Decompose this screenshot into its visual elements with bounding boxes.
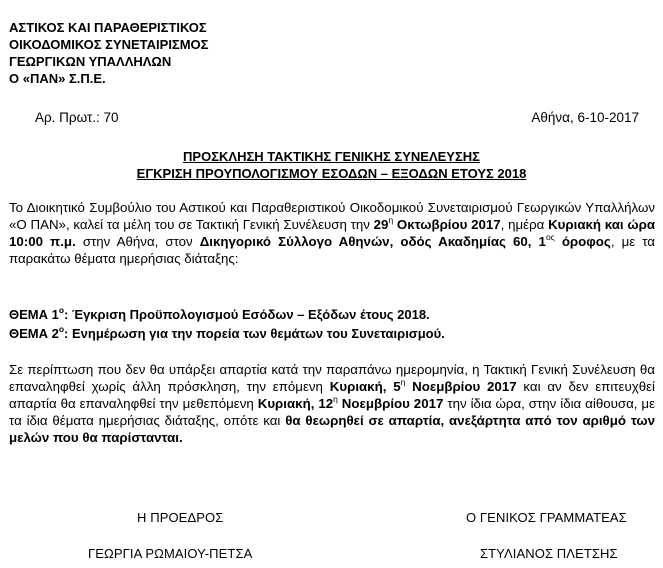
superscript: η (400, 376, 406, 387)
bold-text: θα θεωρηθεί σε απαρτία, ανεξάρτητα από τον αριθμό των μελών που θα παρίστανται. (9, 413, 656, 445)
agenda-item (9, 305, 445, 324)
org-line: Ο «ΠΑΝ» Σ.Π.Ε. (9, 71, 106, 86)
text: και αν δεν επιτευχθεί απαρτία θα επαναληφθεί την μεθεπόμενη (9, 379, 656, 411)
protocol-number: Αρ. Πρωτ.: 70 (35, 110, 119, 125)
president-title: Η ΠΡΟΕΔΡΟΣ (137, 510, 224, 525)
text: Σε περίπτωση που δεν θα υπάρξει απαρτία κατά την παραπάνω ημερομηνία, η Τακτική Γενική Συνέλευση θα επαναληφθεί χωρίς άλλη πρόσκληση, την επόμενη (9, 362, 655, 394)
organization-name (9, 19, 208, 87)
invitation-paragraph (9, 199, 655, 267)
text: , ημέρα (500, 217, 549, 232)
text: στην Αθήνα, στον (75, 234, 200, 249)
secretary-title: Ο ΓΕΝΙΚΟΣ ΓΡΑΜΜΑΤΕΑΣ (466, 510, 627, 525)
secretary-name: ΣΤΥΛΙΑΝΟΣ ΠΛΕΤΣΗΣ (480, 546, 618, 561)
bold-text: 29 (373, 217, 389, 232)
document-title (0, 148, 663, 182)
superscript: η (333, 393, 338, 404)
text: την ίδια ώρα, στην ίδια αίθουσα, με τα ίδια θέματα ημερήσιας διάταξης, οπότε και (9, 396, 655, 428)
org-line: ΟΙΚΟΔΟΜΙΚΟΣ ΣΥΝΕΤΑΙΡΙΣΜΟΣ (9, 37, 209, 52)
agenda-text: : Έγκριση Προϋπολογισμού Εσόδων – Εξόδων έτους 2018. (64, 307, 430, 322)
bold-text: Δικηγορικό Σύλλογο Αθηνών, οδός Ακαδημίας 60, 1 (199, 234, 546, 249)
agenda-item (9, 324, 445, 343)
agenda-items (9, 305, 445, 343)
title-line: ΠΡΟΣΚΛΗΣΗ ΤΑΚΤΙΚΗΣ ΓΕΝΙΚΗΣ ΣΥΝΕΛΕΥΣΗΣ (183, 149, 480, 164)
bold-text: όροφος (554, 234, 611, 249)
superscript: η (388, 214, 394, 225)
bold-text: Κυριακή, 5 (329, 379, 401, 394)
agenda-label: ΘΕΜΑ 1 (9, 307, 59, 322)
bold-text: Νοεμβρίου 2017 (337, 396, 444, 411)
bold-text: Κυριακή, 12 (257, 396, 334, 411)
org-line: ΓΕΩΡΓΙΚΩΝ ΥΠΑΛΛΗΛΩΝ (9, 54, 172, 69)
agenda-text: : Ενημέρωση για την πορεία των θεμάτων του Συνεταιρισμού. (64, 326, 445, 341)
superscript: ο (58, 304, 65, 315)
bold-text: Οκτωβρίου 2017 (393, 217, 501, 232)
agenda-label: ΘΕΜΑ 2 (9, 326, 59, 341)
bold-text: Κυριακή και ώρα 10:00 π.μ. (9, 217, 655, 249)
superscript: ος (545, 231, 555, 242)
text: , με τα παρακάτω θέματα ημερήσιας διάταξης: (9, 234, 655, 266)
president-name: ΓΕΩΡΓΙΑ ΡΩΜΑΙΟΥ-ΠΕΤΣΑ (88, 546, 253, 561)
document-date: Αθήνα, 6-10-2017 (531, 110, 639, 125)
bold-text: Νοεμβρίου 2017 (405, 379, 517, 394)
quorum-paragraph (9, 361, 655, 446)
text: Το Διοικητικό Συμβούλιο του Αστικού και Παραθεριστικού Οικοδομικού Συνεταιρισμού Γεωργικών Υπαλλήλων «Ο ΠΑΝ», καλεί τα μέλη του σε Τακτική Γενική Συνέλευση την (9, 200, 655, 232)
org-line: ΑΣΤΙΚΟΣ ΚΑΙ ΠΑΡΑΘΕΡΙΣΤΙΚΟΣ (9, 20, 207, 35)
superscript: ο (58, 323, 65, 334)
subtitle-line: ΕΓΚΡΙΣΗ ΠΡΟΥΠΟΛΟΓΙΣΜΟΥ ΕΣΟΔΩΝ – ΕΞΟΔΩΝ ΕΤΟΥΣ 2018 (136, 166, 527, 181)
